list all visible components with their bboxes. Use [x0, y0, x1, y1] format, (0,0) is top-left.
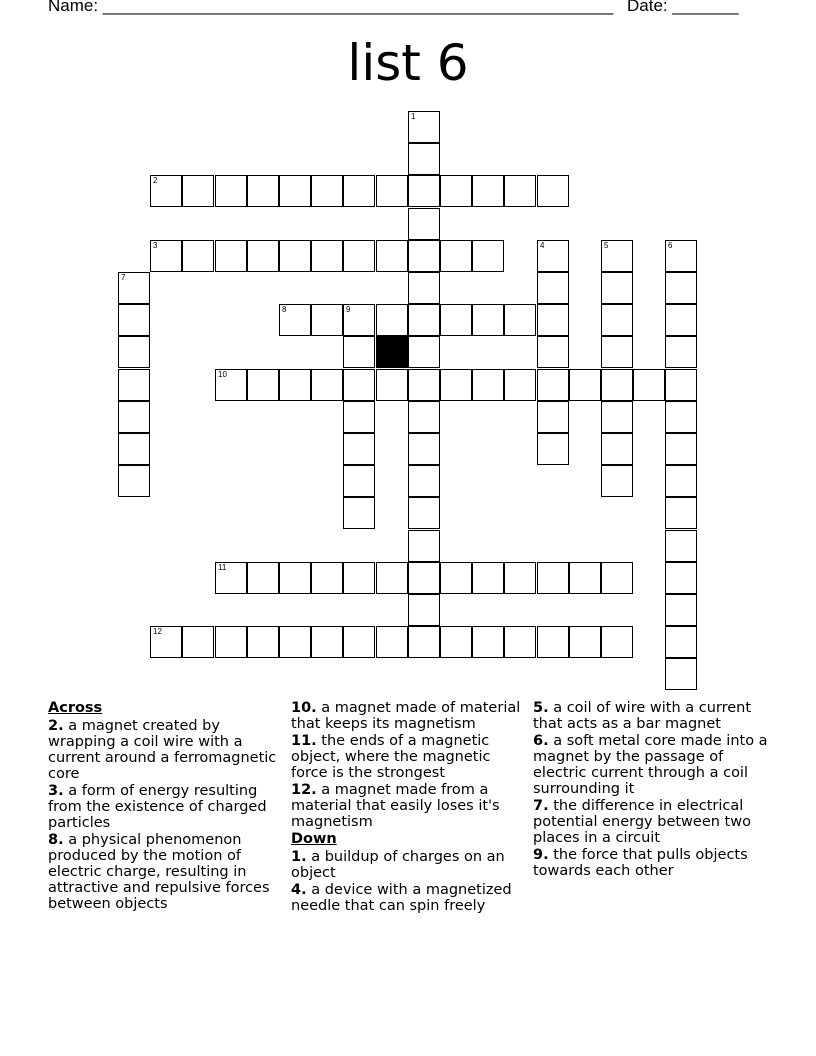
name-field[interactable]: Name: ______________________________________________________: [48, 0, 614, 15]
grid-cell[interactable]: [311, 369, 343, 401]
clue-number: 12.: [291, 782, 317, 798]
grid-cell[interactable]: [408, 272, 440, 304]
grid-cell[interactable]: [247, 626, 279, 658]
grid-cell[interactable]: [279, 626, 311, 658]
grid-cell[interactable]: [247, 175, 279, 207]
down-clue-4: [291, 882, 527, 914]
clue-text: a magnet created by wrapping a coil wire with a current around a ferromagnetic core: [48, 718, 277, 782]
grid-cell[interactable]: [601, 304, 633, 336]
clue-text: a magnet made from a material that easily loses it's magnetism: [291, 782, 500, 830]
clue-text: a device with a magnetized needle that can spin freely: [291, 882, 512, 914]
grid-cell[interactable]: [343, 240, 375, 272]
clue-number: 2.: [48, 718, 64, 734]
grid-cell[interactable]: [537, 304, 569, 336]
clue-number: 6.: [533, 733, 549, 749]
grid-cell[interactable]: [215, 240, 247, 272]
grid-cell[interactable]: [601, 369, 633, 401]
grid-cell[interactable]: [118, 272, 150, 304]
grid-cell[interactable]: [311, 175, 343, 207]
grid-cell[interactable]: [537, 175, 569, 207]
grid-cell[interactable]: [504, 175, 536, 207]
grid-cell[interactable]: [118, 433, 150, 465]
grid-cell[interactable]: [311, 562, 343, 594]
grid-cell[interactable]: [440, 240, 472, 272]
grid-cell[interactable]: [311, 626, 343, 658]
grid-cell[interactable]: [601, 401, 633, 433]
clue-number: 9.: [533, 847, 549, 863]
down-clue-9: [533, 847, 769, 879]
down-clue-1: [291, 849, 527, 881]
grid-cell[interactable]: [279, 175, 311, 207]
grid-cell[interactable]: [601, 240, 633, 272]
clue-number: 8.: [48, 832, 64, 848]
clue-text: the ends of a magnetic object, where the magnetic force is the strongest: [291, 733, 491, 781]
grid-cell[interactable]: [376, 369, 408, 401]
clue-text: the difference in electrical potential energy between two places in a circuit: [533, 798, 751, 846]
grid-cell[interactable]: [601, 336, 633, 368]
cell-number: 1: [411, 112, 416, 121]
grid-cell[interactable]: [504, 562, 536, 594]
grid-cell[interactable]: [408, 369, 440, 401]
grid-cell[interactable]: [472, 240, 504, 272]
grid-cell[interactable]: [215, 175, 247, 207]
grid-cell[interactable]: [343, 497, 375, 529]
clue-text: a coil of wire with a current that acts as a bar magnet: [533, 700, 752, 732]
grid-cell[interactable]: [633, 369, 665, 401]
grid-cell[interactable]: [440, 626, 472, 658]
grid-cell[interactable]: [408, 594, 440, 626]
grid-cell[interactable]: [182, 175, 214, 207]
grid-cell[interactable]: [118, 304, 150, 336]
cell-number: 5: [604, 241, 609, 250]
grid-cell[interactable]: [440, 562, 472, 594]
grid-cell[interactable]: [537, 336, 569, 368]
grid-cell[interactable]: [601, 272, 633, 304]
across-clue-2: [48, 718, 284, 782]
cell-number: 3: [153, 241, 158, 250]
clue-number: 7.: [533, 798, 549, 814]
grid-cell[interactable]: [408, 111, 440, 143]
grid-cell[interactable]: [215, 562, 247, 594]
grid-cell[interactable]: [343, 369, 375, 401]
grid-cell[interactable]: [247, 240, 279, 272]
clue-number: 4.: [291, 882, 307, 898]
grid-cell[interactable]: [665, 530, 697, 562]
grid-cell[interactable]: [118, 336, 150, 368]
cell-number: 8: [282, 305, 287, 314]
grid-cell[interactable]: [150, 240, 182, 272]
grid-cell-black: [376, 336, 408, 368]
clue-text: a soft metal core made into a magnet by the passage of electric current through a coil surrounding it: [533, 733, 768, 797]
across-clue-10: [291, 700, 527, 732]
grid-cell[interactable]: [311, 240, 343, 272]
grid-cell[interactable]: [440, 304, 472, 336]
grid-cell[interactable]: [343, 562, 375, 594]
grid-cell[interactable]: [665, 562, 697, 594]
grid-cell[interactable]: [537, 240, 569, 272]
grid-cell[interactable]: [247, 562, 279, 594]
grid-cell[interactable]: [504, 304, 536, 336]
grid-cell[interactable]: [665, 336, 697, 368]
grid-cell[interactable]: [343, 626, 375, 658]
clue-text: a magnet made of material that keeps its magnetism: [291, 700, 521, 732]
grid-cell[interactable]: [408, 175, 440, 207]
grid-cell[interactable]: [665, 369, 697, 401]
grid-cell[interactable]: [665, 626, 697, 658]
across-clue-12: [291, 782, 527, 830]
clue-number: 11.: [291, 733, 317, 749]
cell-number: 11: [218, 563, 227, 572]
grid-cell[interactable]: [504, 369, 536, 401]
grid-cell[interactable]: [665, 272, 697, 304]
grid-cell[interactable]: [118, 465, 150, 497]
grid-cell[interactable]: [215, 369, 247, 401]
grid-cell[interactable]: [376, 562, 408, 594]
grid-cell[interactable]: [601, 433, 633, 465]
grid-cell[interactable]: [408, 433, 440, 465]
grid-cell[interactable]: [665, 401, 697, 433]
down-clue-7: [533, 798, 769, 846]
grid-cell[interactable]: [376, 304, 408, 336]
grid-cell[interactable]: [343, 336, 375, 368]
down-clue-6: [533, 733, 769, 797]
grid-cell[interactable]: [118, 401, 150, 433]
grid-cell[interactable]: [665, 658, 697, 690]
grid-cell[interactable]: [182, 240, 214, 272]
cell-number: 12: [153, 627, 162, 636]
across-clue-8: [48, 832, 284, 912]
grid-cell[interactable]: [408, 208, 440, 240]
grid-cell[interactable]: [408, 530, 440, 562]
clues-column-2: [291, 700, 527, 915]
clues-column-3: [533, 700, 769, 880]
grid-cell[interactable]: [376, 626, 408, 658]
grid-cell[interactable]: [537, 433, 569, 465]
grid-cell[interactable]: [472, 626, 504, 658]
cell-number: 2: [153, 176, 158, 185]
grid-cell[interactable]: [601, 626, 633, 658]
clue-text: a buildup of charges on an object: [291, 849, 505, 881]
grid-cell[interactable]: [215, 626, 247, 658]
clue-number: 1.: [291, 849, 307, 865]
clue-number: 5.: [533, 700, 549, 716]
grid-cell[interactable]: [376, 175, 408, 207]
grid-cell[interactable]: [279, 369, 311, 401]
grid-cell[interactable]: [665, 465, 697, 497]
grid-cell[interactable]: [279, 562, 311, 594]
grid-cell[interactable]: [408, 465, 440, 497]
grid-cell[interactable]: [472, 304, 504, 336]
puzzle-title: list 6: [347, 34, 469, 92]
grid-cell[interactable]: [408, 240, 440, 272]
grid-cell[interactable]: [343, 433, 375, 465]
grid-cell[interactable]: [408, 562, 440, 594]
grid-cell[interactable]: [343, 304, 375, 336]
clues-column-1: [48, 700, 284, 913]
grid-cell[interactable]: [537, 562, 569, 594]
grid-cell[interactable]: [601, 465, 633, 497]
across-heading: Across: [48, 700, 103, 716]
across-clue-3: [48, 783, 284, 831]
down-clue-5: [533, 700, 769, 732]
grid-cell[interactable]: [279, 304, 311, 336]
grid-cell[interactable]: [569, 369, 601, 401]
clue-number: 3.: [48, 783, 64, 799]
grid-cell[interactable]: [537, 369, 569, 401]
cell-number: 9: [346, 305, 351, 314]
grid-cell[interactable]: [472, 562, 504, 594]
grid-cell[interactable]: [665, 594, 697, 626]
cell-number: 10: [218, 370, 227, 379]
grid-cell[interactable]: [537, 401, 569, 433]
grid-cell[interactable]: [279, 240, 311, 272]
grid-cell[interactable]: [343, 401, 375, 433]
grid-cell[interactable]: [440, 175, 472, 207]
grid-cell[interactable]: [440, 369, 472, 401]
grid-cell[interactable]: [504, 626, 536, 658]
grid-cell[interactable]: [665, 304, 697, 336]
grid-cell[interactable]: [343, 465, 375, 497]
clue-text: a form of energy resulting from the existence of charged particles: [48, 783, 267, 831]
grid-cell[interactable]: [408, 497, 440, 529]
grid-cell[interactable]: [537, 272, 569, 304]
grid-cell[interactable]: [150, 175, 182, 207]
date-field[interactable]: Date: _______: [627, 0, 739, 15]
grid-cell[interactable]: [569, 562, 601, 594]
grid-cell[interactable]: [408, 626, 440, 658]
grid-cell[interactable]: [408, 304, 440, 336]
grid-cell[interactable]: [665, 240, 697, 272]
clue-text: a physical phenomenon produced by the motion of electric charge, resulting in attractive and repulsive forces between objects: [48, 832, 270, 912]
grid-cell[interactable]: [376, 240, 408, 272]
grid-cell[interactable]: [118, 369, 150, 401]
clue-number: 10.: [291, 700, 317, 716]
grid-cell[interactable]: [247, 369, 279, 401]
grid-cell[interactable]: [408, 336, 440, 368]
grid-cell[interactable]: [343, 175, 375, 207]
grid-cell[interactable]: [408, 143, 440, 175]
grid-cell[interactable]: [601, 562, 633, 594]
grid-cell[interactable]: [569, 626, 601, 658]
grid-cell[interactable]: [182, 626, 214, 658]
grid-cell[interactable]: [665, 433, 697, 465]
grid-cell[interactable]: [150, 626, 182, 658]
cell-number: 7: [121, 273, 126, 282]
grid-cell[interactable]: [537, 626, 569, 658]
grid-cell[interactable]: [408, 401, 440, 433]
cell-number: 4: [540, 241, 545, 250]
grid-cell[interactable]: [311, 304, 343, 336]
cell-number: 6: [668, 241, 673, 250]
grid-cell[interactable]: [472, 369, 504, 401]
grid-cell[interactable]: [665, 497, 697, 529]
across-clue-11: [291, 733, 527, 781]
down-heading: Down: [291, 831, 337, 847]
clue-text: the force that pulls objects towards each other: [533, 847, 748, 879]
grid-cell[interactable]: [472, 175, 504, 207]
